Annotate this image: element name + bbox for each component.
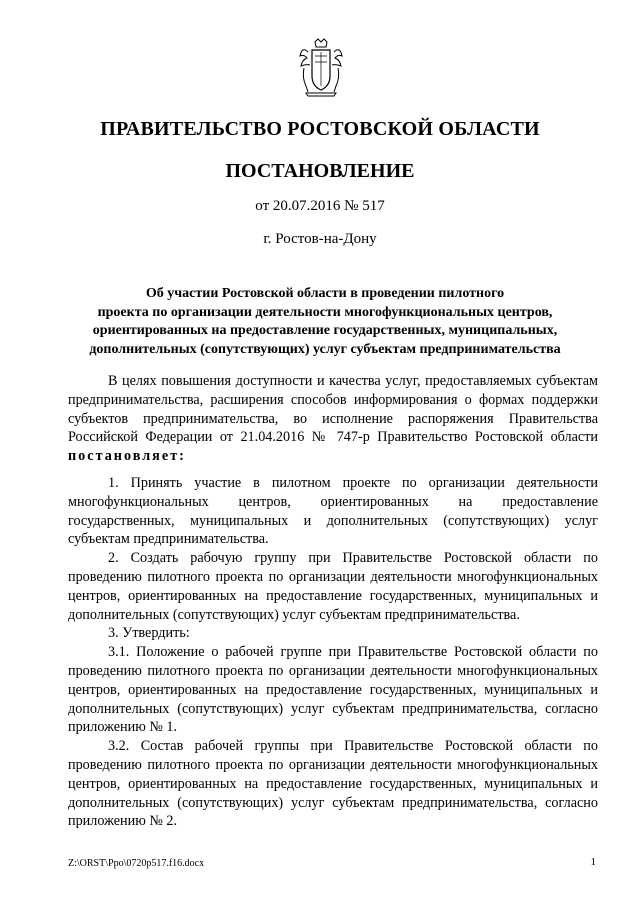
preamble-paragraph	[68, 372, 598, 466]
subject-line: дополнительных (сопутствующих) услуг субъектам предпринимательства	[89, 341, 561, 357]
document-subject	[60, 285, 590, 359]
item-3-1: 3.1. Положение о рабочей группе при Правительстве Ростовской области по проведению пилотного проекта по организации деятельности многофункциональных центров, ориентированных на предоставление государственных, муниципальных и дополнительных (сопутствующих) услуг субъектам предпринимательства, согласно приложению № 1.	[68, 644, 598, 736]
date-and-number: от 20.07.2016 № 517	[255, 198, 385, 214]
file-path: Z:\ORST\Ppo\0720p517.f16.docx	[68, 858, 205, 869]
item-3-2: 3.2. Состав рабочей группы при Правительстве Ростовской области по проведению пилотного проекта по организации деятельности многофункциональных центров, ориентированных на предоставление государственных, муниципальных и дополнительных (сопутствующих) услуг субъектам предпринимательства, согласно приложению № 2.	[68, 738, 598, 830]
organization-title: ПРАВИТЕЛЬСТВО РОСТОВСКОЙ ОБЛАСТИ	[100, 118, 540, 140]
page-number: 1	[590, 856, 596, 868]
decree-word: постановляет:	[68, 448, 186, 465]
preamble-text: В целях повышения доступности и качества услуг, предоставляемых субъектам предпринимательства, расширения способов информирования о формах поддержки субъектов предпринимательства, во исполнение распоряжения Правительства Российской Федерации от 21.04.2016 № 747-р Правительство Ростовской области	[68, 373, 598, 446]
document-type: ПОСТАНОВЛЕНИЕ	[225, 160, 415, 182]
resolution-items	[68, 474, 598, 831]
preamble	[68, 372, 598, 466]
subject-line: Об участии Ростовской области в проведении пилотного	[145, 286, 505, 301]
item-2: 2. Создать рабочую группу при Правительстве Ростовской области по проведению пилотного проекта по организации деятельности многофункциональных центров, ориентированных на предоставление государственных, муниципальных и дополнительных (сопутствующих) услуг субъектам предпринимательства.	[68, 550, 598, 623]
item-1: 1. Принять участие в пилотном проекте по организации деятельности многофункциональных центров, ориентированных на предоставление государственных, муниципальных и дополнительных (сопутствующих) услуг субъектам предпринимательства.	[68, 475, 598, 548]
coat-of-arms-icon	[298, 38, 344, 98]
item-3: 3. Утвердить:	[108, 625, 190, 642]
subject-line: ориентированных на предоставление государственных, муниципальных,	[92, 323, 558, 338]
city: г. Ростов-на-Дону	[263, 231, 377, 247]
subject-line: проекта по организации деятельности многофункциональных центров,	[97, 304, 553, 320]
